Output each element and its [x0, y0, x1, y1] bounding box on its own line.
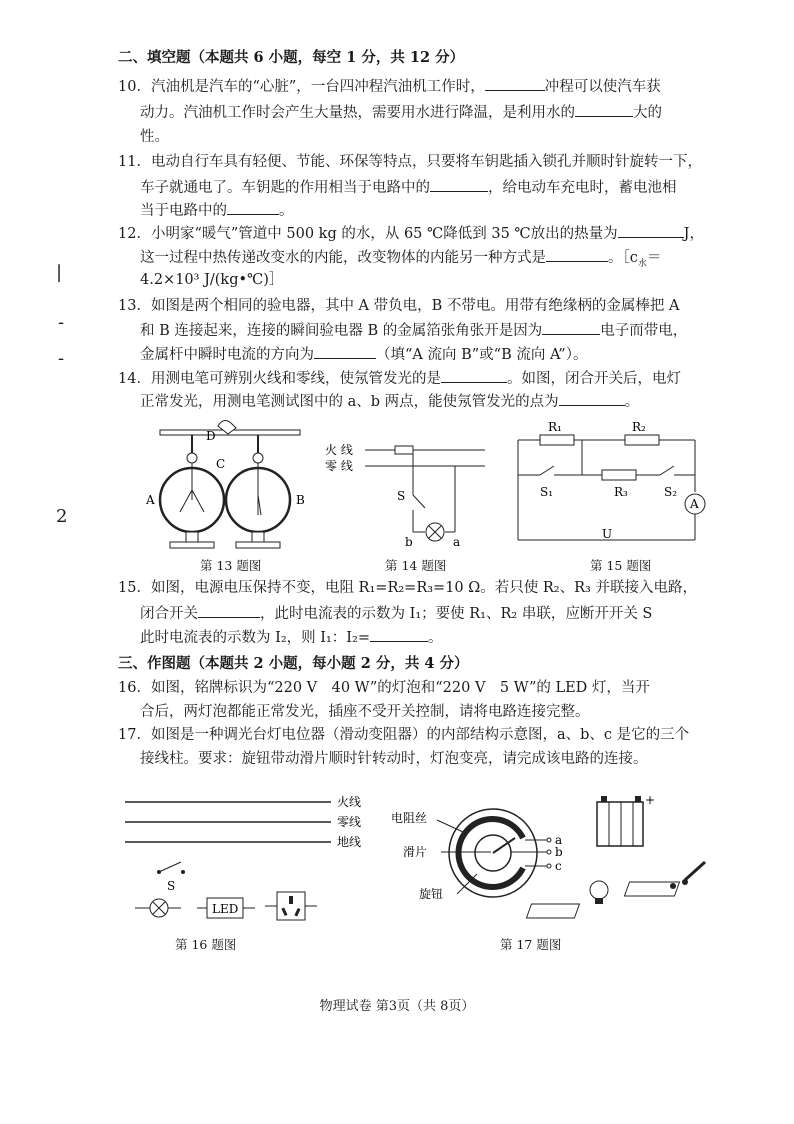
- q15-line2: 闭合开关 ，此时电流表的示数为 I₁；要使 R₁、R₂ 串联，应断开开关 S: [140, 603, 652, 624]
- q13-line3: 金属杆中瞬时电流的方向为 （填“A 流向 B”或“B 流向 A”）。: [140, 344, 587, 365]
- q15-blank2[interactable]: [370, 627, 428, 642]
- q10-line1: 10．汽油机是汽车的“心脏”，一台四冲程汽油机工作时， 冲程可以使汽车获: [118, 76, 661, 97]
- label-neutral-wire: 零线: [337, 815, 362, 829]
- label-ground-wire: 地线: [337, 835, 362, 849]
- q15-blank1[interactable]: [198, 603, 260, 618]
- q13-line2: 和 B 连接起来，连接的瞬间验电器 B 的金属箔张角张开是因为 电子而带电，: [140, 320, 687, 341]
- label-resistance-wire: 电阻丝: [391, 811, 428, 825]
- q12-line2: 这一过程中热传递改变水的内能，改变物体的内能另一种方式是 。$[c_水=$: [140, 247, 661, 274]
- resistor-r3: [602, 470, 636, 480]
- label-b: B: [296, 493, 305, 507]
- figure-15-circuit: [510, 420, 710, 550]
- q13-line1: 13．如图是两个相同的验电器，其中 A 带负电，B 不带电。用带有绝缘柄的金属棒把 A: [118, 298, 680, 314]
- q11-line2: 车子就通电了。车钥匙的作用相当于电路中的 ，给电动车充电时，蓄电池相: [140, 177, 677, 198]
- figure-13-caption: 第 13 题图: [200, 558, 262, 573]
- figure-16-caption: 第 16 题图: [175, 937, 237, 952]
- q13-blank1[interactable]: [542, 320, 600, 335]
- section-2-title: 二、填空题（本题共 6 小题，每空 1 分，共 12 分）: [118, 49, 465, 66]
- label-terminal-a: a: [555, 833, 563, 847]
- resistor-r1: [540, 435, 574, 445]
- q14-line1: 14．用测电笔可辨别火线和零线，使氖管发光的是 。如图，闭合开关后，电灯: [118, 368, 681, 389]
- label-slider: 滑片: [403, 845, 428, 859]
- figure-14-circuit: [325, 440, 495, 552]
- q12-line1: 12．小明家“暖气”管道中 500 kg 的水，从 65 ℃降低到 35 ℃放出的热量为 J，: [118, 223, 704, 244]
- figure-15-caption: 第 15 题图: [590, 558, 652, 573]
- q14-blank1[interactable]: [441, 368, 507, 383]
- figure-16-wiring: [125, 790, 375, 928]
- label-a-point: a: [453, 535, 461, 549]
- lamp-base: [526, 904, 579, 918]
- q10-line3: 性。: [140, 129, 169, 145]
- figure-17-potentiometer: [385, 790, 715, 930]
- figure-17-caption: 第 17 题图: [500, 937, 562, 952]
- margin-mark: -: [58, 312, 65, 333]
- knife-switch-icon: [685, 862, 705, 880]
- figure-13-electroscopes: [140, 420, 320, 560]
- label-d: D: [206, 429, 216, 443]
- q16-line1: 16．如图，铭牌标识为“220 V 40 W”的灯泡和“220 V 5 W”的 LED 灯，当开: [118, 680, 650, 696]
- label-s2: S₂: [664, 485, 678, 499]
- label-ammeter: A: [690, 497, 699, 511]
- label-terminal-b: b: [555, 845, 563, 859]
- margin-mark: |: [56, 262, 63, 283]
- switch-icon: [159, 862, 181, 872]
- label-r2: R₂: [632, 420, 646, 434]
- label-led: LED: [212, 902, 239, 916]
- label-r1: R₁: [548, 420, 562, 434]
- q17-line2: 接线柱。要求：旋钮带动滑片顺时针转动时，灯泡变亮，请完成该电路的连接。: [140, 751, 648, 767]
- label-terminal-c: c: [555, 859, 562, 873]
- label-live: 火 线: [325, 443, 353, 457]
- q14-line2: 正常发光，用测电笔测试图中的 a、b 两点，能使氖管发光的点为 。: [140, 391, 639, 412]
- label-b-point: b: [405, 535, 413, 549]
- q15-line1: 15．如图，电源电压保持不变，电阻 R₁=R₂=R₃=10 Ω。若只使 R₂、R₃ 并联接入电路，: [118, 580, 697, 596]
- label-neutral: 零 线: [325, 459, 353, 473]
- resistor-r2: [625, 435, 659, 445]
- q15-line3: 此时电流表的示数为 I₂，则 I₁：I₂= 。: [140, 627, 443, 648]
- label-u: U: [602, 527, 613, 541]
- label-live-wire: 火线: [337, 795, 362, 809]
- label-knob: 旋钮: [419, 887, 444, 901]
- q17-line1: 17．如图是一种调光台灯电位器（滑动变阻器）的内部结构示意图，a、b、c 是它的三个: [118, 727, 690, 743]
- q12-blank2[interactable]: [546, 247, 608, 262]
- switch-s2: [660, 466, 674, 475]
- q10-line2: 动力。汽油机工作时会产生大量热，需要用水进行降温，是利用水的 大的: [140, 102, 662, 123]
- q10-blank2[interactable]: [575, 102, 633, 117]
- switch-icon: [413, 495, 425, 508]
- q12-line3: 4.2×10³ J/(kg•℃)］: [140, 272, 284, 288]
- q14-blank2[interactable]: [559, 391, 625, 406]
- q11-line3: 当于电路中的 。: [140, 200, 294, 221]
- q10-blank1[interactable]: [485, 76, 545, 91]
- q11-blank2[interactable]: [227, 200, 279, 215]
- q11-blank1[interactable]: [430, 177, 488, 192]
- bulb-icon: [590, 881, 608, 899]
- label-switch: S: [167, 879, 176, 893]
- section-3-title: 三、作图题（本题共 2 小题，每小题 2 分，共 4 分）: [118, 655, 469, 672]
- svg-text:+: +: [645, 793, 656, 807]
- page-footer: 物理试卷 第3页（共 8页）: [319, 999, 475, 1014]
- switch-s1: [540, 466, 554, 475]
- label-s1: S₁: [540, 485, 554, 499]
- battery-icon: [597, 802, 643, 846]
- fuse-icon: [395, 446, 413, 454]
- label-r3: R₃: [614, 485, 628, 499]
- label-a: A: [146, 493, 155, 507]
- q16-line2: 合后，两灯泡都能正常发光，插座不受开关控制，请将电路连接完整。: [140, 704, 590, 720]
- margin-mark: -: [58, 348, 65, 369]
- margin-mark: 2: [56, 506, 68, 527]
- label-c: C: [216, 457, 226, 471]
- q12-blank1[interactable]: [618, 223, 684, 238]
- figure-14-caption: 第 14 题图: [385, 558, 447, 573]
- q11-line1: 11．电动自行车具有轻便、节能、环保等特点，只要将车钥匙插入锁孔并顺时针旋转一下，: [118, 154, 702, 170]
- label-s: S: [397, 489, 406, 503]
- q13-blank2[interactable]: [314, 344, 376, 359]
